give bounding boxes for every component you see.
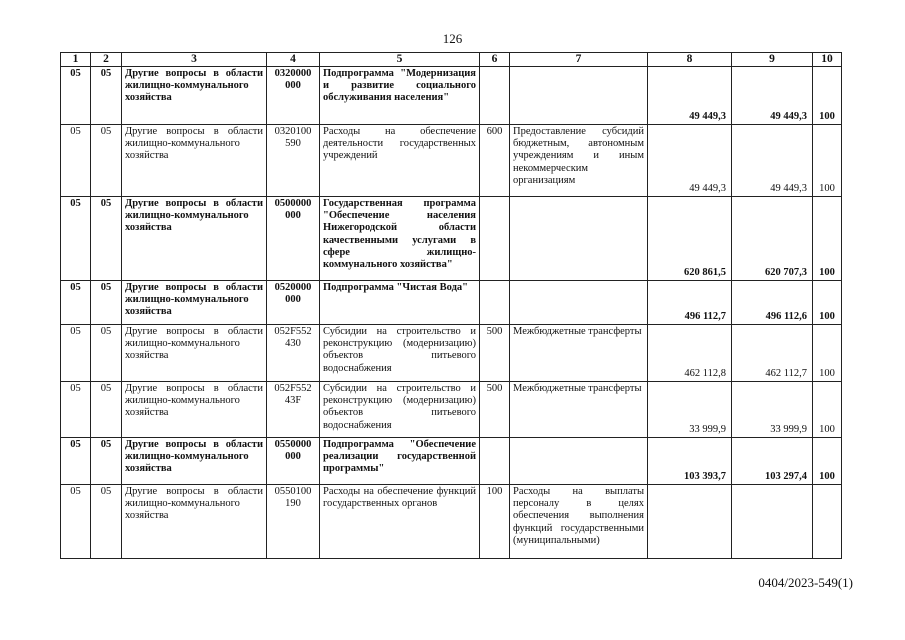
target-article-code-cell: 0320100 590 bbox=[267, 125, 320, 197]
subsection-code-cell: 05 bbox=[91, 197, 122, 281]
table-row bbox=[61, 325, 842, 382]
expense-type-code-cell bbox=[480, 281, 510, 325]
expense-name-cell: Государственная программа "Обеспечение населения Нижегородской области качественными услугами в сфере жилищно-коммунального хозяйства" bbox=[320, 197, 480, 281]
table-row bbox=[61, 197, 842, 281]
expense-type-name-cell bbox=[510, 67, 648, 125]
section-code-cell: 05 bbox=[61, 197, 91, 281]
table-row bbox=[61, 485, 842, 559]
page-number: 126 bbox=[442, 31, 463, 46]
target-article-code-cell: 0320000 000 bbox=[267, 67, 320, 125]
section-name-cell: Другие вопросы в области жилищно-коммунального хозяйства bbox=[122, 485, 267, 559]
table-header-row bbox=[61, 53, 842, 67]
target-article-code-cell: 0550000 000 bbox=[267, 438, 320, 485]
execution-percent-cell: 100 bbox=[813, 325, 842, 382]
header-cell: 2 bbox=[91, 53, 122, 67]
expense-name-cell: Расходы на обеспечение функций государственных органов bbox=[320, 485, 480, 559]
section-code-cell: 05 bbox=[61, 485, 91, 559]
expense-name-cell: Подпрограмма "Чистая Вода" bbox=[320, 281, 480, 325]
section-code-cell: 05 bbox=[61, 382, 91, 438]
executed-amount-cell bbox=[732, 485, 813, 559]
section-code-cell: 05 bbox=[61, 438, 91, 485]
table-row bbox=[61, 382, 842, 438]
expense-type-code-cell: 600 bbox=[480, 125, 510, 197]
planned-amount-cell: 49 449,3 bbox=[648, 67, 732, 125]
target-article-code-cell: 052F552 430 bbox=[267, 325, 320, 382]
section-code-cell: 05 bbox=[61, 125, 91, 197]
expense-name-cell: Подпрограмма "Обеспечение реализации государственной программы" bbox=[320, 438, 480, 485]
budget-table bbox=[60, 52, 842, 559]
execution-percent-cell: 100 bbox=[813, 67, 842, 125]
subsection-code-cell: 05 bbox=[91, 382, 122, 438]
header-cell: 9 bbox=[732, 53, 813, 67]
section-name-cell: Другие вопросы в области жилищно-коммунального хозяйства bbox=[122, 197, 267, 281]
execution-percent-cell: 100 bbox=[813, 438, 842, 485]
expense-type-code-cell bbox=[480, 67, 510, 125]
subsection-code-cell: 05 bbox=[91, 67, 122, 125]
header-cell: 7 bbox=[510, 53, 648, 67]
execution-percent-cell: 100 bbox=[813, 281, 842, 325]
execution-percent-cell: 100 bbox=[813, 382, 842, 438]
subsection-code-cell: 05 bbox=[91, 485, 122, 559]
executed-amount-cell: 33 999,9 bbox=[732, 382, 813, 438]
expense-type-code-cell: 100 bbox=[480, 485, 510, 559]
executed-amount-cell: 462 112,7 bbox=[732, 325, 813, 382]
expense-name-cell: Подпрограмма "Модернизация и развитие социального обслуживания населения" bbox=[320, 67, 480, 125]
expense-type-code-cell bbox=[480, 197, 510, 281]
subsection-code-cell: 05 bbox=[91, 125, 122, 197]
expense-type-name-cell: Предоставление субсидий бюджетным, автономным учреждениям и иным некоммерческим организациям bbox=[510, 125, 648, 197]
expense-type-name-cell: Расходы на выплаты персоналу в целях обеспечения выполнения функций государственными (муниципальными) bbox=[510, 485, 648, 559]
section-code-cell: 05 bbox=[61, 281, 91, 325]
section-name-cell: Другие вопросы в области жилищно-коммунального хозяйства bbox=[122, 125, 267, 197]
section-name-cell: Другие вопросы в области жилищно-коммунального хозяйства bbox=[122, 438, 267, 485]
header-cell: 10 bbox=[813, 53, 842, 67]
expense-name-cell: Субсидии на строительство и реконструкцию (модернизацию) объектов питьевого водоснабжения bbox=[320, 382, 480, 438]
expense-name-cell: Расходы на обеспечение деятельности государственных учреждений bbox=[320, 125, 480, 197]
section-name-cell: Другие вопросы в области жилищно-коммунального хозяйства bbox=[122, 281, 267, 325]
executed-amount-cell: 620 707,3 bbox=[732, 197, 813, 281]
target-article-code-cell: 0520000 000 bbox=[267, 281, 320, 325]
table-row bbox=[61, 438, 842, 485]
target-article-code-cell: 052F552 43F bbox=[267, 382, 320, 438]
planned-amount-cell: 103 393,7 bbox=[648, 438, 732, 485]
expense-type-code-cell bbox=[480, 438, 510, 485]
header-cell: 3 bbox=[122, 53, 267, 67]
execution-percent-cell bbox=[813, 485, 842, 559]
section-code-cell: 05 bbox=[61, 325, 91, 382]
expense-type-name-cell: Межбюджетные трансферты bbox=[510, 382, 648, 438]
target-article-code-cell: 0550100 190 bbox=[267, 485, 320, 559]
planned-amount-cell: 33 999,9 bbox=[648, 382, 732, 438]
expense-type-name-cell: Межбюджетные трансферты bbox=[510, 325, 648, 382]
subsection-code-cell: 05 bbox=[91, 281, 122, 325]
header-cell: 4 bbox=[267, 53, 320, 67]
section-name-cell: Другие вопросы в области жилищно-коммунального хозяйства bbox=[122, 325, 267, 382]
table-row bbox=[61, 281, 842, 325]
subsection-code-cell: 05 bbox=[91, 438, 122, 485]
document-code: 0404/2023-549(1) bbox=[758, 575, 853, 590]
header-cell: 1 bbox=[61, 53, 91, 67]
expense-type-code-cell: 500 bbox=[480, 382, 510, 438]
execution-percent-cell: 100 bbox=[813, 125, 842, 197]
section-code-cell: 05 bbox=[61, 67, 91, 125]
section-name-cell: Другие вопросы в области жилищно-коммунального хозяйства bbox=[122, 67, 267, 125]
expense-type-name-cell bbox=[510, 281, 648, 325]
executed-amount-cell: 496 112,6 bbox=[732, 281, 813, 325]
header-cell: 8 bbox=[648, 53, 732, 67]
expense-type-code-cell: 500 bbox=[480, 325, 510, 382]
executed-amount-cell: 103 297,4 bbox=[732, 438, 813, 485]
executed-amount-cell: 49 449,3 bbox=[732, 125, 813, 197]
planned-amount-cell bbox=[648, 485, 732, 559]
expense-name-cell: Субсидии на строительство и реконструкцию (модернизацию) объектов питьевого водоснабжения bbox=[320, 325, 480, 382]
planned-amount-cell: 496 112,7 bbox=[648, 281, 732, 325]
header-cell: 6 bbox=[480, 53, 510, 67]
planned-amount-cell: 49 449,3 bbox=[648, 125, 732, 197]
execution-percent-cell: 100 bbox=[813, 197, 842, 281]
table-row bbox=[61, 125, 842, 197]
target-article-code-cell: 0500000 000 bbox=[267, 197, 320, 281]
executed-amount-cell: 49 449,3 bbox=[732, 67, 813, 125]
planned-amount-cell: 462 112,8 bbox=[648, 325, 732, 382]
header-cell: 5 bbox=[320, 53, 480, 67]
table-row bbox=[61, 67, 842, 125]
subsection-code-cell: 05 bbox=[91, 325, 122, 382]
planned-amount-cell: 620 861,5 bbox=[648, 197, 732, 281]
expense-type-name-cell bbox=[510, 197, 648, 281]
section-name-cell: Другие вопросы в области жилищно-коммунального хозяйства bbox=[122, 382, 267, 438]
expense-type-name-cell bbox=[510, 438, 648, 485]
